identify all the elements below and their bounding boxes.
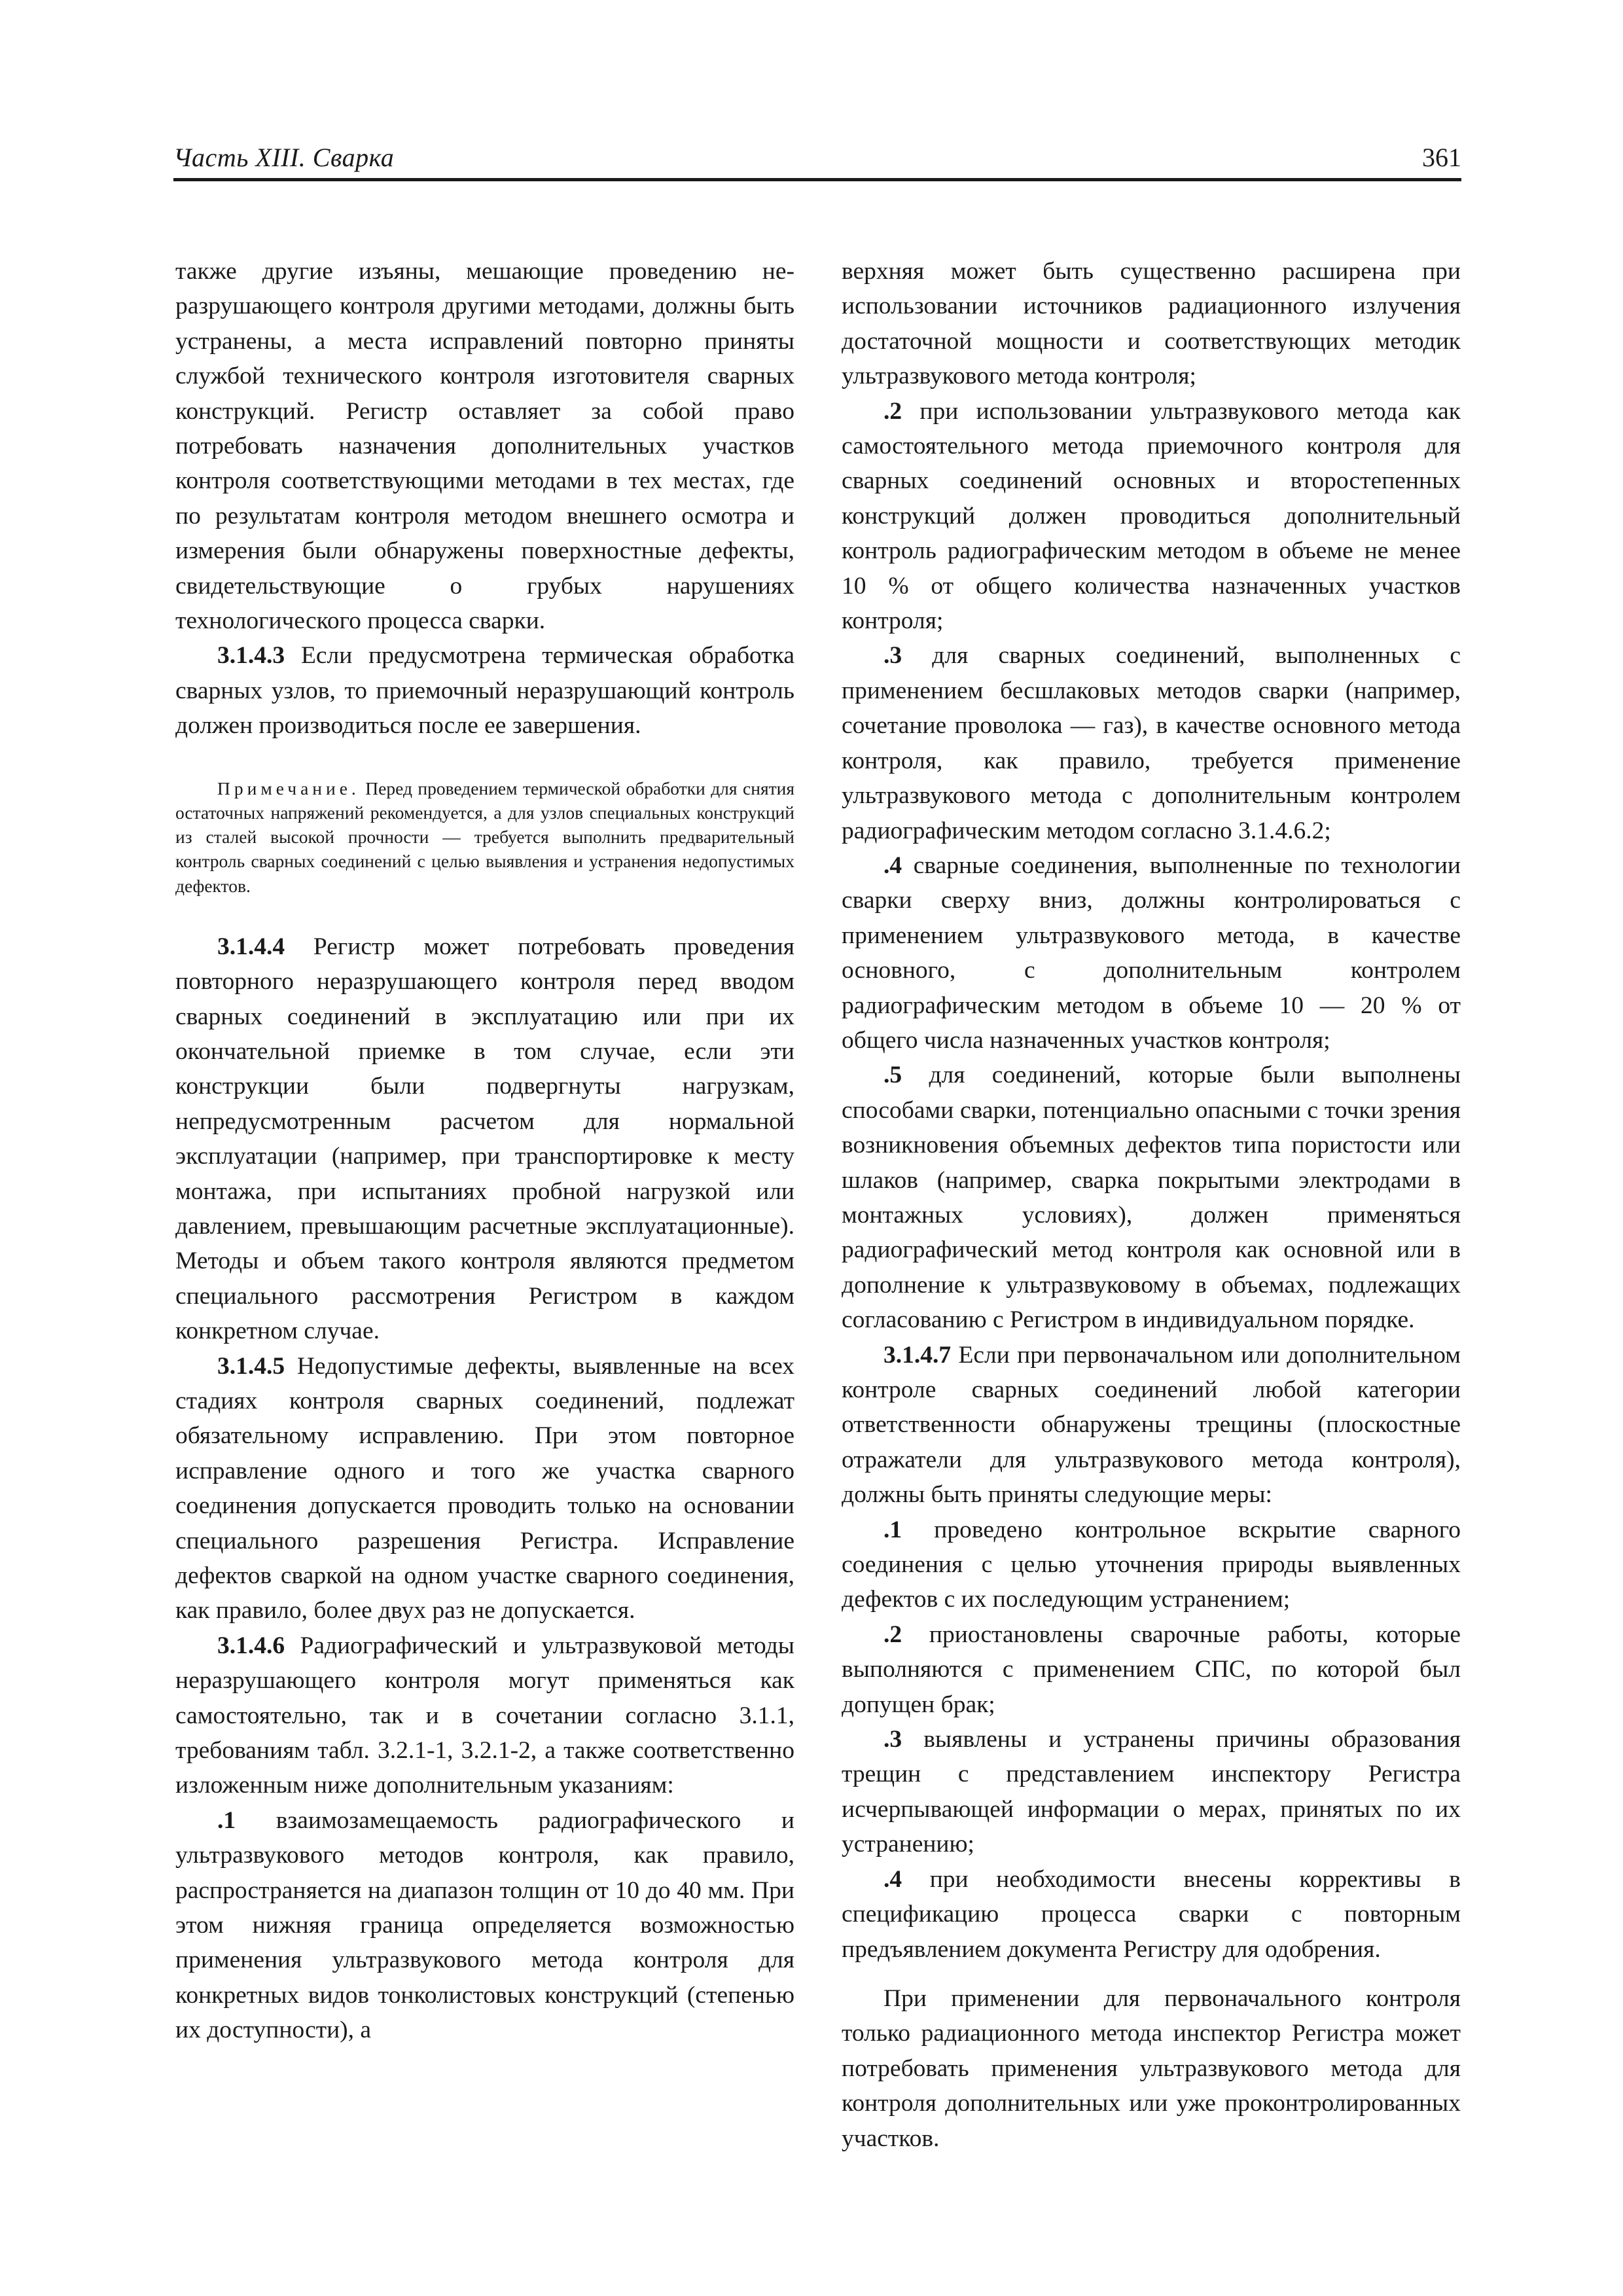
list-item-4 [842, 848, 1461, 1058]
section-3-1-4-6 [175, 1628, 794, 1803]
list-item-text: для сварных соединений, выполненных с применением бесшлаковых методов сварки (например, сочетание проволока — газ), в качестве основного метода контроля, как правило, требуется применение ультразвукового метода с дополнительным контролем радиографическим методом согласно 3.1.4.6.2; [842, 642, 1461, 844]
running-title: Часть XIII. Сварка [173, 143, 395, 172]
section-3-1-4-7 [842, 1338, 1461, 1513]
page-header [173, 137, 1461, 181]
section-3-1-4-4 [175, 929, 794, 1349]
list-item-text: приостановлены сварочные работы, которые выполняются с применением СПС, по которой был допущен брак; [842, 1621, 1461, 1718]
list-item-number: .4 [883, 1865, 902, 1893]
list-item-number: .5 [883, 1062, 902, 1089]
closing-paragraph: При применении для первоначального контроля только радиационного метода инспектор Регистра может потребовать применения ультразвукового метода для контроля дополнительных или уже проконтролированных участков. [842, 1984, 1461, 2152]
section-number: 3.1.4.3 [217, 642, 285, 670]
section-number: 3.1.4.5 [217, 1352, 285, 1380]
list-item-text: сварные соединения, выполненные по технологии сварки сверху вниз, должны контролироваться с применением ультразвукового метода, в качестве основного, с дополнительным контролем радиографическим методом в объеме 10 — 20 % от общего числа назначенных участков контроля; [842, 852, 1461, 1054]
paragraph-continuation: верхняя может быть существенно расширена при использовании источников радиационного излучения достаточной мощности и соответствующих методик ультразвукового метода контроля; [842, 258, 1461, 390]
section-text: Недопустимые дефекты, выявленные на всех стадиях контроля сварных соединений, подлежат обязательному исправлению. При этом повторное исправление одного и того же участка сварного соединения допускается проводить только на основании специального разрешения Регистра. Исправление дефектов сваркой на одном участке сварного соединения, как правило, более двух раз не допускается. [175, 1352, 794, 1624]
list-item-text: проведено контрольное вскрытие сварного соединения с целью уточнения природы выявленных дефектов с их последующим устранением; [842, 1516, 1461, 1613]
list-item-number: .3 [883, 642, 902, 670]
note-text: Перед проведением термической обработки для снятия остаточных напряжений рекомендуется, а для узлов специальных конструкций из сталей высокой прочности — требуется выполнить предварительный контроль сварных соединений с целью выявления и устранения недопустимых дефектов. [175, 778, 794, 896]
list-item-number: .3 [883, 1726, 902, 1753]
note-label: Примечание. [217, 778, 360, 798]
section-number: 3.1.4.7 [883, 1341, 952, 1369]
measure-item-1 [842, 1513, 1461, 1617]
list-item-number: .2 [883, 397, 902, 425]
left-column [175, 254, 794, 2048]
paragraph-continuation: также другие изъяны, мешающие проведению неразрушающего контроля другими методами, должны быть устранены, а места исправлений повторно приняты службой технического контроля изготовителя сварных конструкций. Регистр оставляет за собой право потребовать назначения дополнительных участков контроля соответствующими методами в тех местах, где по результатам контроля методом внешнего осмотра и измерения были обнаружены поверхностные дефекты, свидетельствующие о грубых нарушениях технологического процесса сварки. [175, 258, 794, 635]
list-item-number: .1 [217, 1806, 236, 1834]
list-item-2 [842, 394, 1461, 639]
list-item-number: .4 [883, 852, 902, 879]
section-3-1-4-5 [175, 1349, 794, 1628]
list-item-5 [842, 1058, 1461, 1337]
note-block [175, 776, 794, 898]
measure-item-3 [842, 1722, 1461, 1862]
section-number: 3.1.4.6 [217, 1632, 285, 1659]
section-number: 3.1.4.4 [217, 933, 285, 960]
list-item-text: при необходимости внесены коррективы в спецификацию процесса сварки с повторным предъявлением документа Регистру для одобрения. [842, 1865, 1461, 1963]
page-number: 361 [1422, 143, 1461, 172]
section-text: Если при первоначальном или дополнительном контроле сварных соединений любой категории ответственности обнаружены трещины (плоскостные отражатели для ультразвукового метода контроля), должны быть приняты следующие меры: [842, 1341, 1461, 1509]
section-3-1-4-3 [175, 638, 794, 743]
list-item-text: при использовании ультразвукового метода как самостоятельного метода приемочного контроля для сварных соединений основных и второстепенных конструкций должен проводиться дополнительный контроль радиографическим методом в объеме не менее 10 % от общего количества назначенных участков контроля; [842, 397, 1461, 635]
section-text: Радиографический и ультразвуковой методы неразрушающего контроля могут применяться как самостоятельно, так и в сочетании согласно 3.1.1, требованиям табл. 3.2.1-1, 3.2.1-2, а также соответственно изложенным ниже дополнительным указаниям: [175, 1632, 794, 1799]
right-column [842, 254, 1461, 2156]
section-text: Если предусмотрена термическая обработка сварных узлов, то приемочный неразрушающий контроль должен производиться после ее завершения. [175, 642, 794, 740]
list-item-1 [175, 1803, 794, 2048]
measure-item-4 [842, 1862, 1461, 1967]
list-item-3 [842, 638, 1461, 848]
list-item-number: .1 [883, 1516, 902, 1543]
list-item-text: для соединений, которые были выполнены способами сварки, потенциально опасными с точки зрения возникновения объемных дефектов типа пористости или шлаков (например, сварка покрытыми электродами в монтажных условиях), должен применяться радиографический метод контроля как основной или в дополнение к ультразвуковому в объемах, подлежащих согласованию с Регистром в индивидуальном порядке. [842, 1062, 1461, 1334]
list-item-number: .2 [883, 1621, 902, 1648]
list-item-text: выявлены и устранены причины образования трещин с представлением инспектору Регистра исчерпывающей информации о мерах, принятых по их устранению; [842, 1726, 1461, 1858]
measure-item-2 [842, 1617, 1461, 1722]
list-item-text: взаимозамещаемость радиографического и ультразвукового методов контроля, как правило, распространяется на диапазон толщин от 10 до 40 мм. При этом нижняя граница определяется возможностью применения ультразвукового метода контроля для конкретных видов тонколистовых конструкций (степенью их доступности), а [175, 1806, 794, 2044]
section-text: Регистр может потребовать проведения повторного неразрушающего контроля перед вводом сварных соединений в эксплуатацию или при их окончательной приемке в том случае, если эти конструкции были подвергнуты нагрузкам, непредусмотренным расчетом для нормальной эксплуатации (например, при транспортировке к месту монтажа, при испытаниях пробной нагрузкой или давлением, превышающим расчетные эксплуатационные). Методы и объем такого контроля являются предметом специального рассмотрения Регистром в каждом конкретном случае. [175, 933, 794, 1345]
